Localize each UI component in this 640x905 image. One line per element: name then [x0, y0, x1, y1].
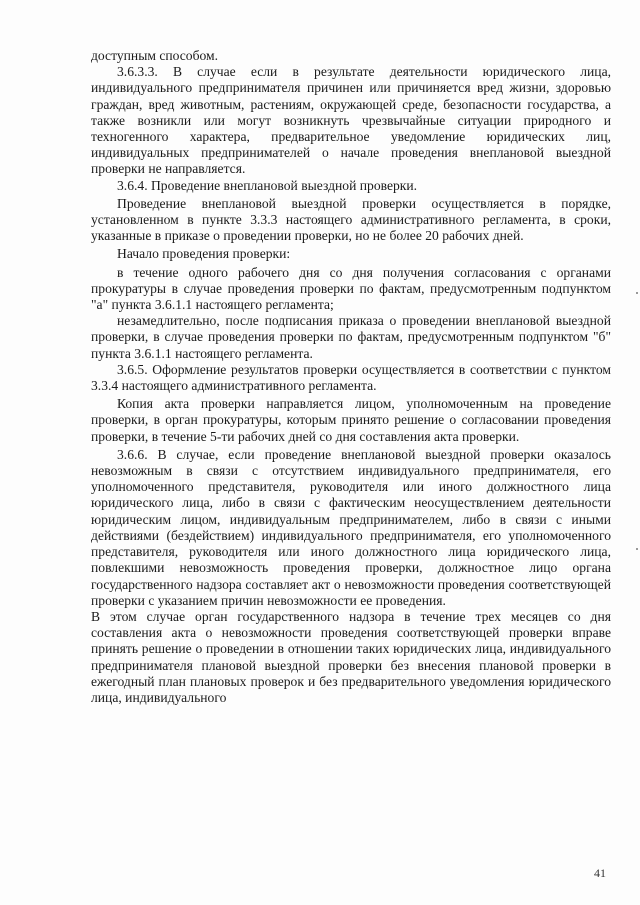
- page-body: [91, 48, 611, 706]
- paragraph-inspection-start: Начало проведения проверки:: [117, 246, 291, 262]
- scan-edge-mark: [636, 548, 638, 550]
- page-number: 41: [594, 866, 606, 880]
- paragraph-act-copy: Копия акта проверки направляется лицом, уполномоченным на проведение проверки, в орган прокуратуры, которым принято решение о согласовании проведения проверки, в течение 5-ти рабочих дней со дня составления акта проверки.: [91, 396, 611, 444]
- paragraph-3-6-3-3: 3.6.3.3. В случае если в результате деятельности юридического лица, индивидуального предпринимателя причинен или причиняется вред жизни, здоровью граждан, вред животным, растениям, окружающей среде, безопасности государства, а также возникли или могут возникнуть чрезвычайные ситуации природного и техногенного характера, предварительное уведомление юридических лиц, индивидуальных предпринимателей о начале проведения внеплановой выездной проверки не направляется.: [91, 64, 611, 177]
- paragraph-unplanned-inspection-procedure: Проведение внеплановой выездной проверки осуществляется в порядке, установленном в пункте 3.3.3 настоящего административного регламента, в сроки, указанные в приказе о проведении проверки, но не более 20 рабочих дней.: [91, 195, 611, 244]
- paragraph-immediately: незамедлительно, после подписания приказа о проведении внеплановой выездной проверки, в случае проведения проверки по фактам, предусмотренным подпунктом "б" пункта 3.6.1.1 настоящего регламента.: [91, 313, 611, 361]
- paragraph-within-one-day: в течение одного рабочего дня со дня получения согласования с органами прокуратуры в случае проведения проверки по фактам, предусмотренным подпунктом "а" пункта 3.6.1.1 настоящего регламента;: [91, 264, 611, 313]
- paragraph-in-this-case: В этом случае орган государственного надзора в течение трех месяцев со дня составления акта о невозможности проведения соответствующей проверки вправе принять решение о проведении в отношении таких юридических лица, индивидуального предпринимателя плановой выездной проверки без внесения плановой проверки в ежегодный план плановых проверок и без предварительного уведомления юридического лица, индивидуального: [91, 608, 611, 705]
- paragraph-3-6-6: 3.6.6. В случае, если проведение внеплановой выездной проверки оказалось невозможным в связи с отсутствием индивидуального предпринимателя, его уполномоченного представителя, руководителя или иного должностного лица юридического лица, либо в связи с фактическим неосуществлением деятельности юридическим лицом, индивидуальным предпринимателем, либо в связи с иными действиями (бездействием) индивидуального предпринимателя, его уполномоченного представителя, руководителя или иного должностного лица юридического лица, повлекшими невозможность проведения проверки, должностное лицо органа государственного надзора составляет акт о невозможности проведения соответствующей проверки с указанием причин невозможности ее проведения.: [91, 446, 611, 608]
- paragraph-3-6-5: 3.6.5. Оформление результатов проверки осуществляется в соответствии с пунктом 3.3.4 настоящего административного регламента.: [91, 361, 611, 394]
- heading-3-6-4: 3.6.4. Проведение внеплановой выездной проверки.: [117, 177, 418, 193]
- scan-edge-mark: [636, 292, 638, 294]
- paragraph-continuation: доступным способом.: [91, 48, 219, 63]
